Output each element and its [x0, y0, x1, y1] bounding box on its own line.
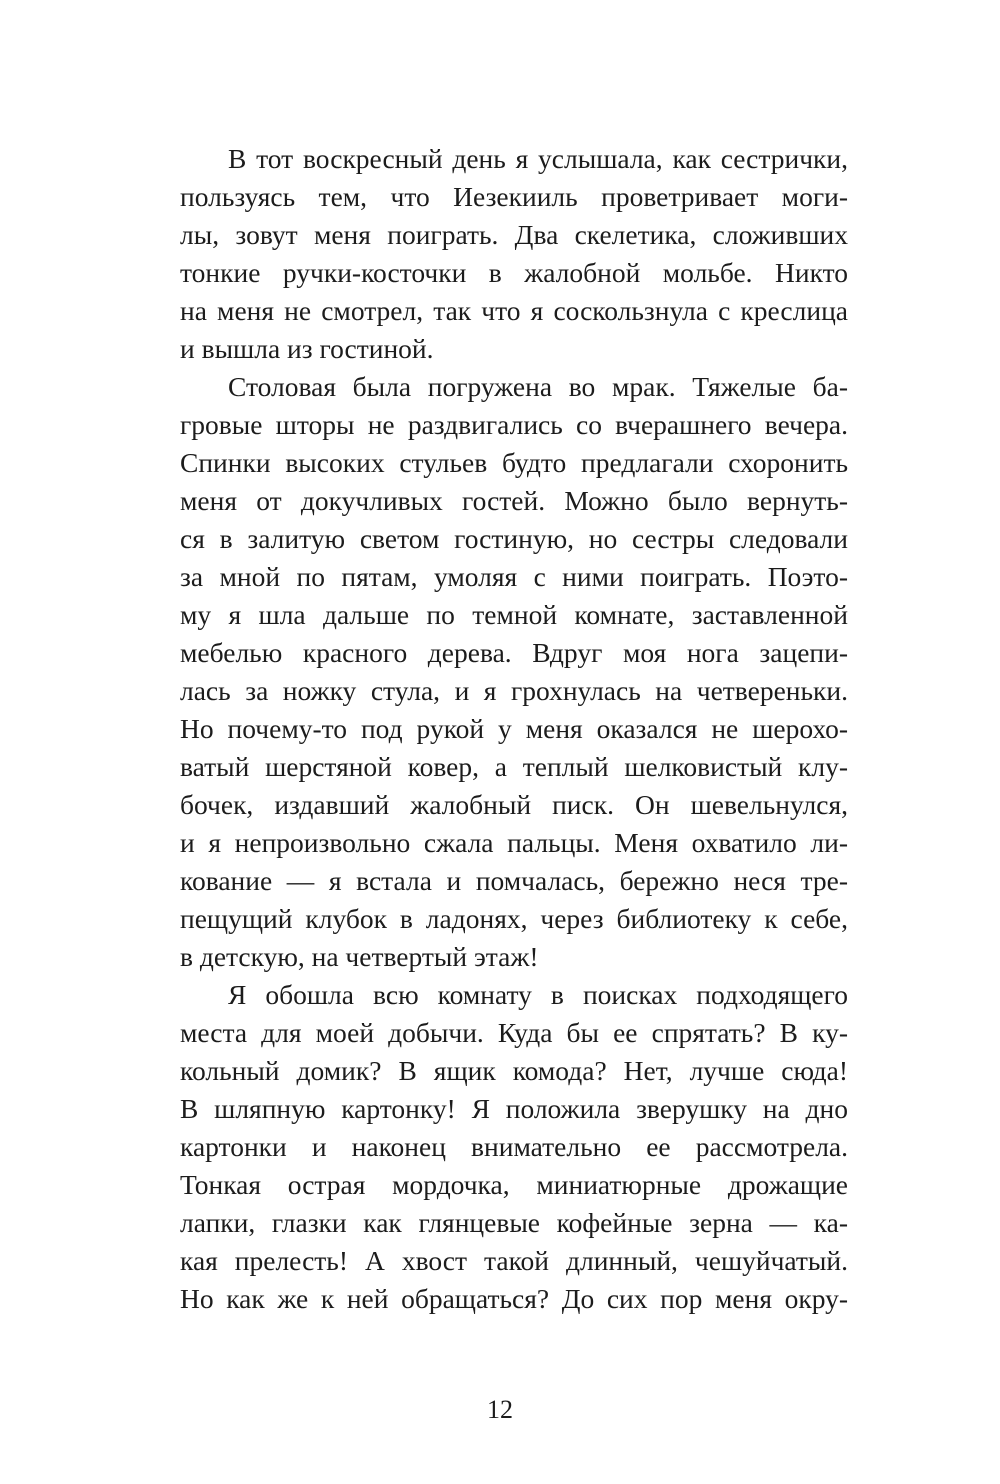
- text-line: кование — я встала и помчалась, бережно неся тре-: [180, 865, 848, 896]
- text-line: мебелью красного дерева. Вдруг моя нога зацепи-: [180, 637, 848, 668]
- text-line: меня от докучливых гостей. Можно было вернуть-: [180, 485, 848, 516]
- text-line: кая прелесть! А хвост такой длинный, чешуйчатый.: [180, 1245, 848, 1276]
- text-line: в детскую, на четвертый этаж!: [180, 941, 539, 972]
- page-number: 12: [487, 1395, 513, 1424]
- text-line: пещущий клубок в ладонях, через библиотеку к себе,: [180, 903, 848, 934]
- text-line: бочек, издавший жалобный писк. Он шевельнулся,: [180, 789, 848, 820]
- text-line: за мной по пятам, умоляя с ними поиграть. Поэто-: [180, 561, 848, 592]
- text-line: лапки, глазки как глянцевые кофейные зерна — ка-: [180, 1207, 848, 1238]
- text-line: лы, зовут меня поиграть. Два скелетика, сложивших: [180, 219, 848, 250]
- paragraph: [180, 368, 848, 976]
- text-line: на меня не смотрел, так что я соскользнула с креслица: [180, 295, 848, 326]
- text-line: му я шла дальше по темной комнате, заставленной: [180, 599, 848, 630]
- text-line: и я непроизвольно сжала пальцы. Меня охватило ли-: [180, 827, 848, 858]
- text-line: Но почему-то под рукой у меня оказался не шерохо-: [180, 713, 848, 744]
- text-line: Столовая была погружена во мрак. Тяжелые ба-: [228, 371, 848, 402]
- text-line: тонкие ручки-косточки в жалобной мольбе. Никто: [180, 257, 848, 288]
- text-line: картонки и наконец внимательно ее рассмотрела.: [180, 1131, 848, 1162]
- text-line: Я обошла всю комнату в поисках подходящего: [228, 979, 848, 1010]
- text-line: лась за ножку стула, и я грохнулась на четвереньки.: [180, 675, 848, 706]
- text-line: В шляпную картонку! Я положила зверушку на дно: [180, 1093, 848, 1124]
- text-line: В тот воскресный день я услышала, как сестрички,: [228, 143, 848, 174]
- paragraph: [180, 140, 848, 368]
- text-line: пользуясь тем, что Иезекииль проветривает моги-: [180, 181, 848, 212]
- text-line: места для моей добычи. Куда бы ее спрятать? В ку-: [180, 1017, 848, 1048]
- text-line: гровые шторы не раздвигались со вчерашнего вечера.: [180, 409, 848, 440]
- text-line: ся в залитую светом гостиную, но сестры следовали: [180, 523, 848, 554]
- text-line: кольный домик? В ящик комода? Нет, лучше сюда!: [180, 1055, 848, 1086]
- page-body: [180, 140, 848, 1318]
- text-line: Но как же к ней обращаться? До сих пор меня окру-: [180, 1283, 848, 1314]
- text-line: Тонкая острая мордочка, миниатюрные дрожащие: [180, 1169, 848, 1200]
- paragraph: [180, 976, 848, 1318]
- text-line: ватый шерстяной ковер, а теплый шелковистый клу-: [180, 751, 848, 782]
- text-line: и вышла из гостиной.: [180, 333, 434, 364]
- text-line: Спинки высоких стульев будто предлагали схоронить: [180, 447, 848, 478]
